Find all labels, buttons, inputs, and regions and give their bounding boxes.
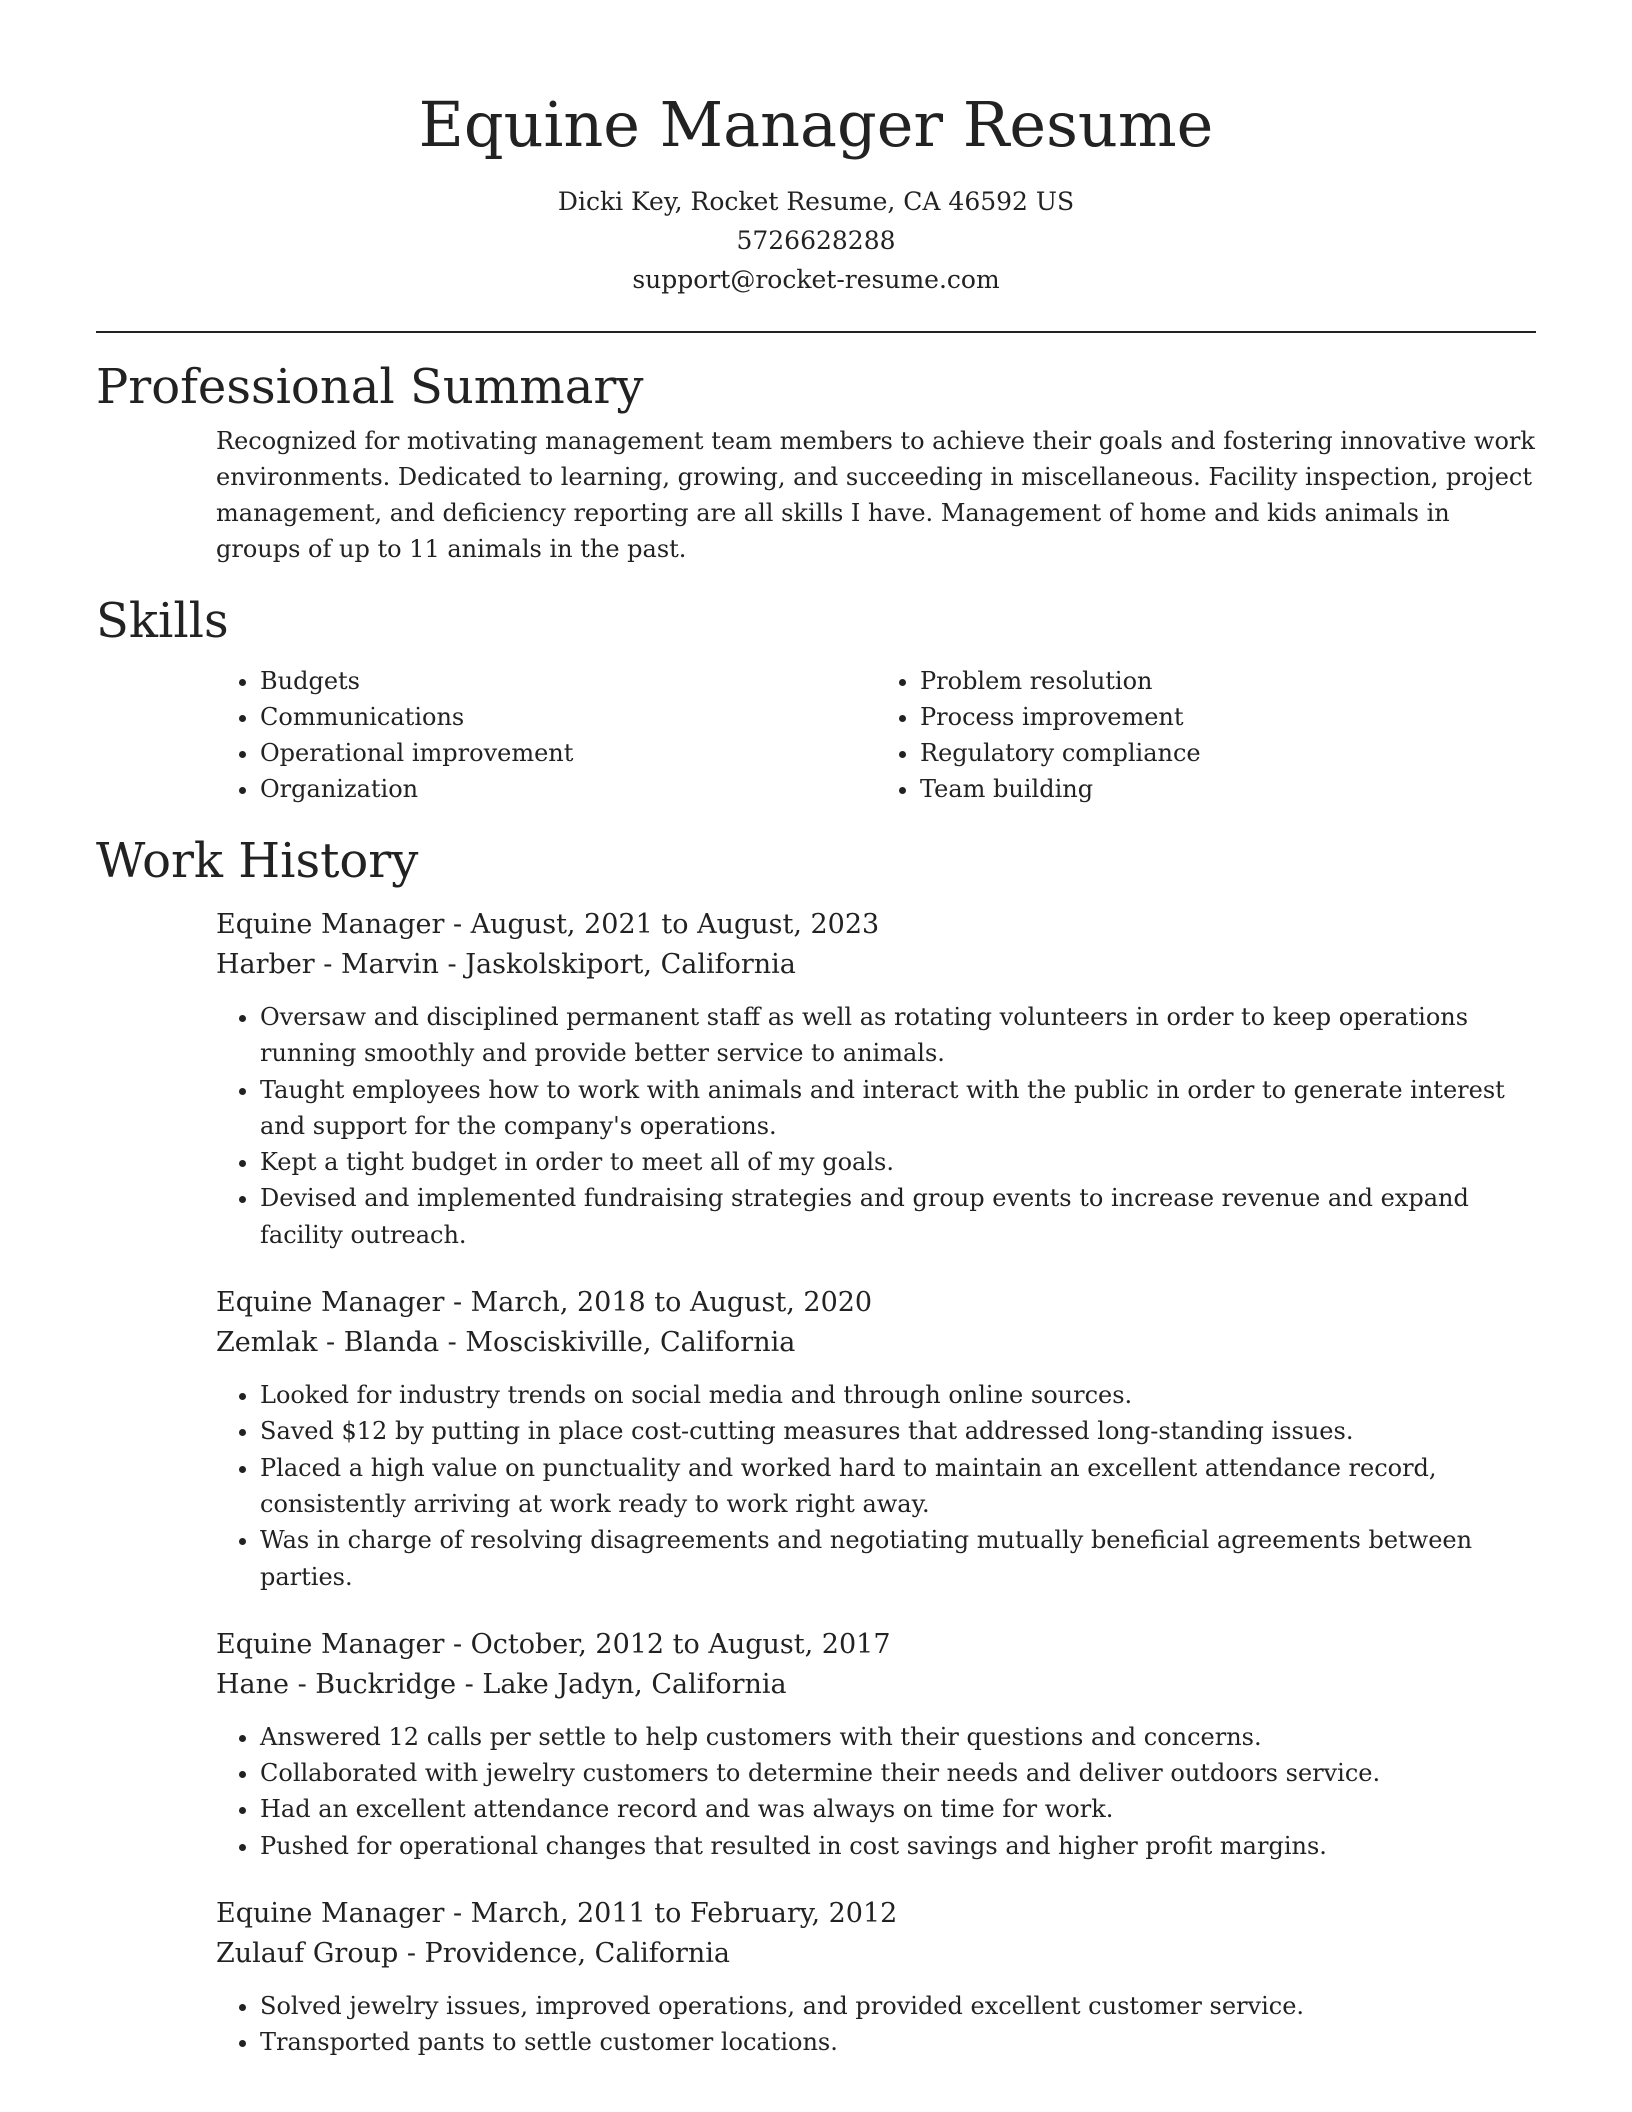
job-bullet: • Kept a tight budget in order to meet all of my goals. [260, 1144, 1536, 1180]
job-bullets [216, 1988, 1536, 2061]
resume-header [96, 0, 1536, 299]
job-bullet: • Collaborated with jewelry customers to determine their needs and deliver outdoors service. [260, 1755, 1536, 1791]
skills-list [216, 663, 1536, 807]
skill-item: • Regulatory compliance [920, 735, 1536, 771]
skill-item: • Team building [920, 771, 1536, 807]
resume-title: Equine Manager Resume [418, 88, 1214, 161]
skills-heading: Skills [96, 593, 229, 649]
work-history-heading: Work History [96, 833, 419, 889]
contact-phone: 5726628288 [736, 226, 896, 255]
job-bullet: • Was in charge of resolving disagreements and negotiating mutually beneficial agreements between parties. [260, 1522, 1536, 1595]
job-entry [216, 905, 1536, 1253]
job-bullet: • Saved $12 by putting in place cost-cutting measures that addressed long-standing issues. [260, 1413, 1536, 1449]
job-company-line: Harber - Marvin - Jaskolskiport, California [216, 949, 796, 980]
resume-page [96, 0, 1536, 2061]
job-bullet: • Devised and implemented fundraising strategies and group events to increase revenue and expand facility outreach. [260, 1180, 1536, 1253]
job-title-line: Equine Manager - March, 2018 to August, 2020 [216, 1287, 873, 1319]
job-bullets [216, 1719, 1536, 1864]
job-entry [216, 1283, 1536, 1595]
job-company-line: Zulauf Group - Providence, California [216, 1938, 730, 1970]
skill-item: • Problem resolution [920, 663, 1536, 699]
job-bullets [216, 999, 1536, 1253]
skills-column-right [876, 663, 1536, 807]
job-bullet: • Answered 12 calls per settle to help customers with their questions and concerns. [260, 1719, 1536, 1755]
skill-item: • Communications [260, 699, 876, 735]
job-company-line: Hane - Buckridge - Lake Jadyn, California [216, 1668, 787, 1700]
job-bullet: • Solved jewelry issues, improved operations, and provided excellent customer service. [260, 1988, 1536, 2024]
job-bullet: • Had an excellent attendance record and was always on time for work. [260, 1791, 1536, 1827]
job-title-line: Equine Manager - August, 2021 to August, 2023 [216, 909, 880, 940]
job-bullet: • Oversaw and disciplined permanent staff as well as rotating volunteers in order to keep operations running smoothly and provide better service to animals. [260, 999, 1536, 1072]
job-bullet: • Transported pants to settle customer locations. [260, 2024, 1536, 2060]
job-bullets [216, 1377, 1536, 1595]
skill-item: • Process improvement [920, 699, 1536, 735]
job-bullet: • Pushed for operational changes that resulted in cost savings and higher profit margins. [260, 1828, 1536, 1864]
skill-item: • Budgets [260, 663, 876, 699]
contact-email: support@rocket-resume.com [632, 265, 1000, 294]
summary-text: Recognized for motivating management team members to achieve their goals and fostering innovative work environments. Dedicated to learning, growing, and succeeding in miscellaneous. Facility inspection, project management, and deficiency reporting are all skills I have. Management of home and kids animals in groups of up to 11 animals in the past. [216, 427, 1535, 563]
contact-address: Dicki Key, Rocket Resume, CA 46592 US [557, 187, 1075, 216]
job-bullet: • Placed a high value on punctuality and worked hard to maintain an excellent attendance record, consistently arriving at work ready to work right away. [260, 1450, 1536, 1523]
skill-item: • Organization [260, 771, 876, 807]
job-title-line: Equine Manager - March, 2011 to February, 2012 [216, 1898, 898, 1930]
summary-heading: Professional Summary [96, 359, 644, 415]
skills-column-left [216, 663, 876, 807]
job-company-line: Zemlak - Blanda - Mosciskiville, California [216, 1327, 796, 1359]
job-bullet: • Taught employees how to work with animals and interact with the public in order to generate interest and support for the company's operations. [260, 1072, 1536, 1145]
job-bullet: • Looked for industry trends on social media and through online sources. [260, 1377, 1536, 1413]
skill-item: • Operational improvement [260, 735, 876, 771]
job-entry [216, 1625, 1536, 1864]
job-title-line: Equine Manager - October, 2012 to August, 2017 [216, 1628, 891, 1660]
header-divider [96, 331, 1536, 333]
job-entry [216, 1894, 1536, 2061]
